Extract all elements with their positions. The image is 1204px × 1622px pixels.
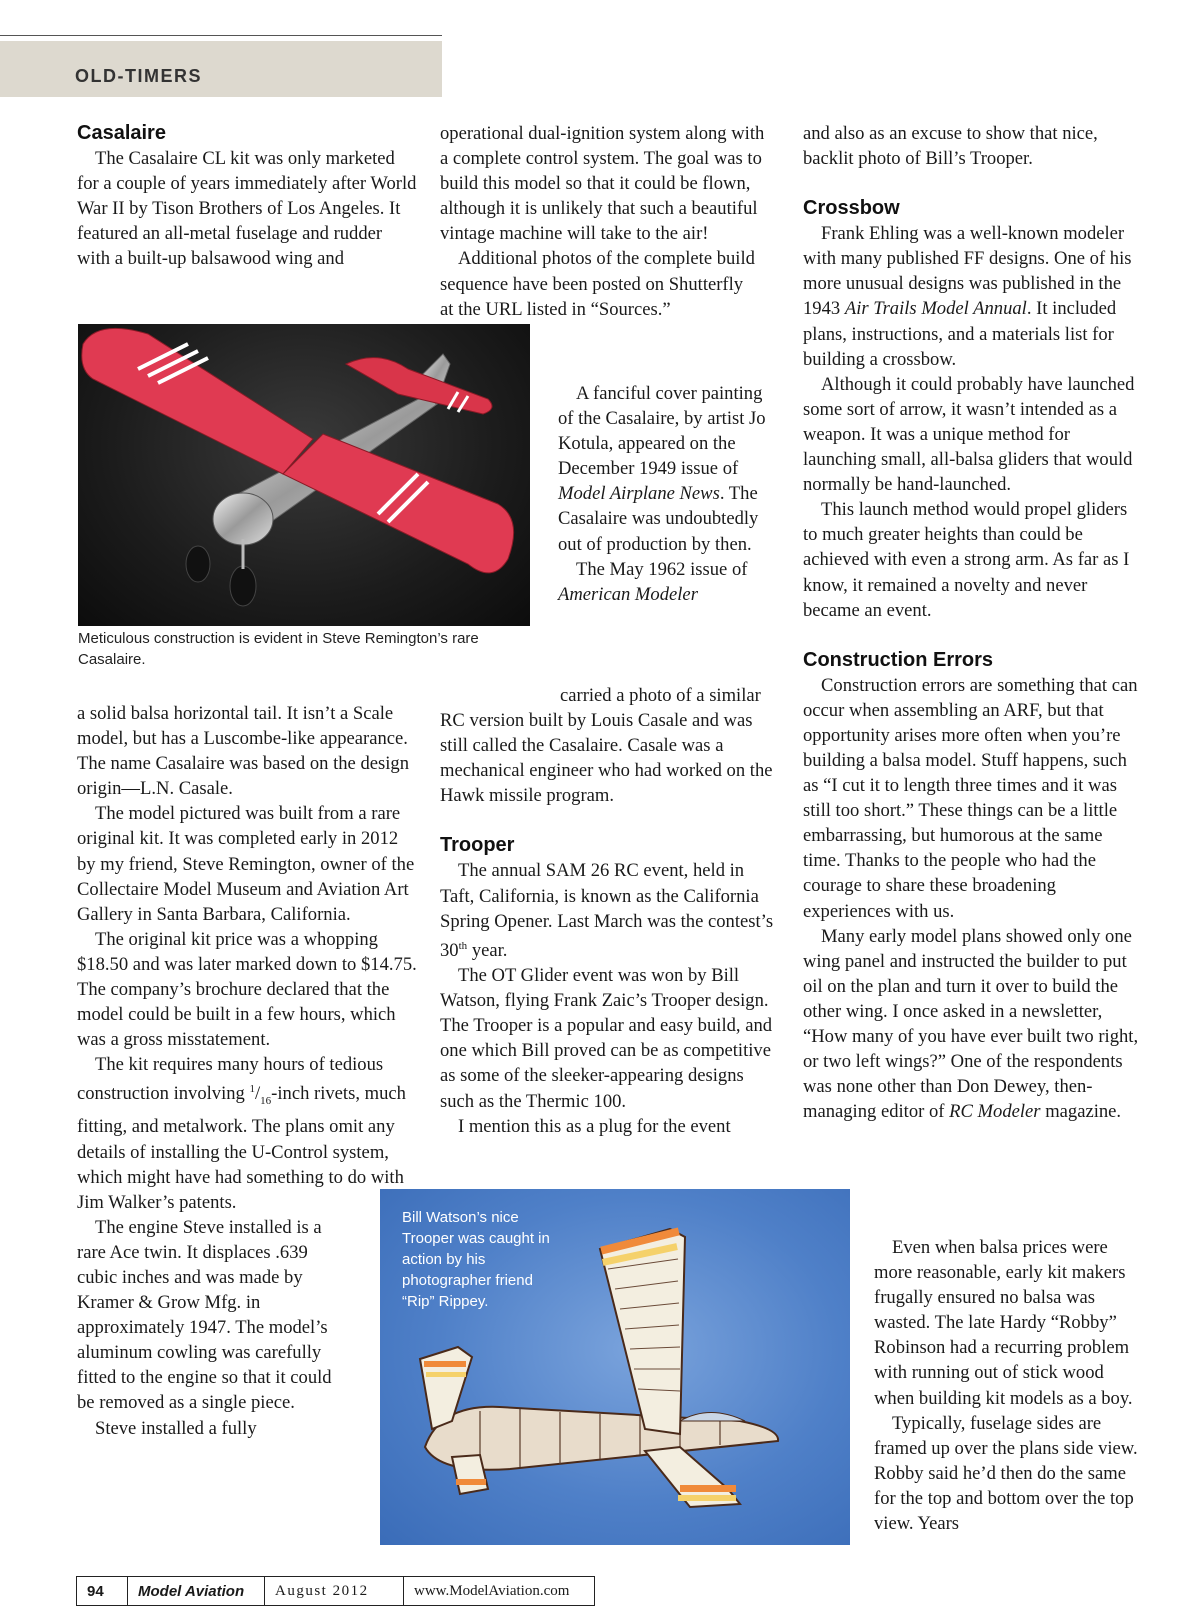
website-link[interactable]: www.ModelAviation.com xyxy=(414,1582,570,1599)
casalaire-plane-illustration xyxy=(78,324,530,626)
photo-caption-trooper: Bill Watson’s nice Trooper was caught in action by his photographer friend “Rip” Rippey. xyxy=(402,1209,550,1310)
issue-date: August 2012 xyxy=(265,1577,404,1605)
paragraph: A fanciful cover painting of the Casalaire, by artist Jo Kotula, appeared on the December 1949 issue of Model Airplane News. The Casalaire was undoubtedly out of production by then. xyxy=(558,383,766,555)
paragraph: I mention this as a plug for the event xyxy=(458,1115,731,1137)
heading-construction-errors: Construction Errors xyxy=(803,648,994,671)
section-band xyxy=(0,41,442,97)
paragraph: The annual SAM 26 RC event, held in Taft, California, is known as the California Spring Opener. Last March was the contest’s 30th year. xyxy=(440,860,774,961)
header-rule xyxy=(0,35,442,36)
narrow-wrap xyxy=(77,1215,342,1441)
spacer xyxy=(440,808,780,833)
column-3 xyxy=(803,121,1143,1124)
paragraph: operational dual-ignition system along with a complete control system. The goal was to build this model so that it could be flown, although it is unlikely that such a beautiful vintage machine will take to the air! xyxy=(440,123,765,245)
paragraph: The Casalaire CL kit was only marketed for a couple of years immediately after World War II by Tison Brothers of Los Angeles. It featured an all-metal fuselage and rudder with a built-up balsawood wing and xyxy=(77,148,417,270)
page-number: 94 xyxy=(77,1577,128,1605)
heading-trooper: Trooper xyxy=(440,834,515,857)
paragraph: The kit requires many hours of tedious construction involving $^1/_{16}$-inch rivets, much fitting, and metalwork. The plans omit any details of installing the U-Control system, which might have had something to do with Jim Walker’s patents. xyxy=(77,1054,406,1213)
paragraph: The original kit price was a whopping $18.50 and was later marked down to $14.75. The company’s brochure declared that the model could be built in a few hours, which was a gross misstatement. xyxy=(77,928,417,1051)
magazine-name: Model Aviation xyxy=(128,1577,265,1605)
paragraph: The model pictured was built from a rare original kit. It was completed early in 2012 by my friend, Steve Remington, owner of the Collectaire Model Museum and Aviation Art Gallery in Santa Barbara, California. xyxy=(77,803,415,925)
column-2-wrap xyxy=(558,381,773,607)
paragraph: Additional photos of the complete build sequence have been posted on Shutterfly at the URL listed in “Sources.” xyxy=(440,248,755,320)
column-1-top xyxy=(77,121,417,271)
paragraph: The OT Glider event was won by Bill Watson, flying Frank Zaic’s Trooper design. The Trooper is a popular and easy build, and one which Bill proved can be as competitive as some of the sleeker-appearing designs such as the Thermic 100. xyxy=(440,965,773,1112)
paragraph: Steve installed a fully xyxy=(95,1417,257,1439)
spacer xyxy=(803,623,1143,648)
paragraph: The engine Steve installed is a rare Ace twin. It displaces .639 cubic inches and was made by Kramer & Grow Mfg. in approximately 1947. The model’s aluminum cowling was carefully fitted to the engine so that it could be removed as a single piece. xyxy=(77,1216,332,1414)
paragraph: carried a photo of a similar RC version built by Louis Casale and was still called the Casalaire. Casale was a mechanical engineer who had worked on the Hawk missile program. xyxy=(440,685,773,807)
paragraph: and also as an excuse to show that nice, backlit photo of Bill’s Trooper. xyxy=(803,123,1098,170)
column-3-wrap xyxy=(874,1235,1144,1536)
paragraph: Construction errors are something that can occur when assembling an ARF, but that opportunity arises more often when you’re building a balsa model. Stuff happens, such as “I cut it to length three times and it was still too short.” These things can be a little embarrassing, but humorous at the same time. Thanks to the people who had the courage to share these broadening experiences with us. xyxy=(803,674,1138,922)
paragraph: This launch method would propel gliders to much greater heights than could be achieved with even a strong arm. As far as I know, it remained a novelty and never became an event. xyxy=(803,499,1130,621)
paragraph: a solid balsa horizontal tail. It isn’t a Scale model, but has a Luscombe-like appearance. The name Casalaire was based on the design origin—L.N. Casale. xyxy=(77,703,409,800)
spacer xyxy=(803,171,1143,196)
column-2-lower xyxy=(440,683,780,1139)
column-2 xyxy=(440,121,770,322)
photo-caption-casalaire: Meticulous construction is evident in Steve Remington’s rare Casalaire. xyxy=(78,630,479,668)
column-1-bottom xyxy=(77,701,417,1441)
paragraph: Even when balsa prices were more reasonable, early kit makers frugally ensured no balsa was wasted. The late Hardy “Robby” Robinson had a recurring problem with running out of stick wood when building kit models as a boy. xyxy=(874,1237,1133,1409)
paragraph: Frank Ehling was a well-known modeler with many published FF designs. One of his more unusual designs was published in the 1943 Air Trails Model Annual. It included plans, instructions, and a materials list for building a crossbow. xyxy=(803,223,1132,370)
casalaire-photo xyxy=(78,324,530,626)
trooper-photo xyxy=(380,1189,850,1545)
paragraph: Although it could probably have launched some sort of arrow, it wasn’t intended as a weapon. It was a unique method for launching small, all-balsa gliders that would normally be hand-launched. xyxy=(803,373,1135,496)
page-footer xyxy=(76,1576,595,1606)
paragraph: Many early model plans showed only one wing panel and instructed the builder to put oil on the plan and turn it over to build the other wing. I once asked in a newsletter, “How many of you have ever built two right, or two left wings?” One of the respondents was none other than Don Dewey, then-managing editor of RC Modeler magazine. xyxy=(803,925,1139,1123)
paragraph: Typically, fuselage sides are framed up over the plans side view. Robby said he’d then do the same for the top and bottom over the top view. Years xyxy=(874,1412,1138,1535)
section-label: OLD-TIMERS xyxy=(75,66,202,86)
heading-casalaire: Casalaire xyxy=(77,122,166,144)
heading-crossbow: Crossbow xyxy=(803,197,900,220)
paragraph: The May 1962 issue of American Modeler xyxy=(558,558,748,605)
